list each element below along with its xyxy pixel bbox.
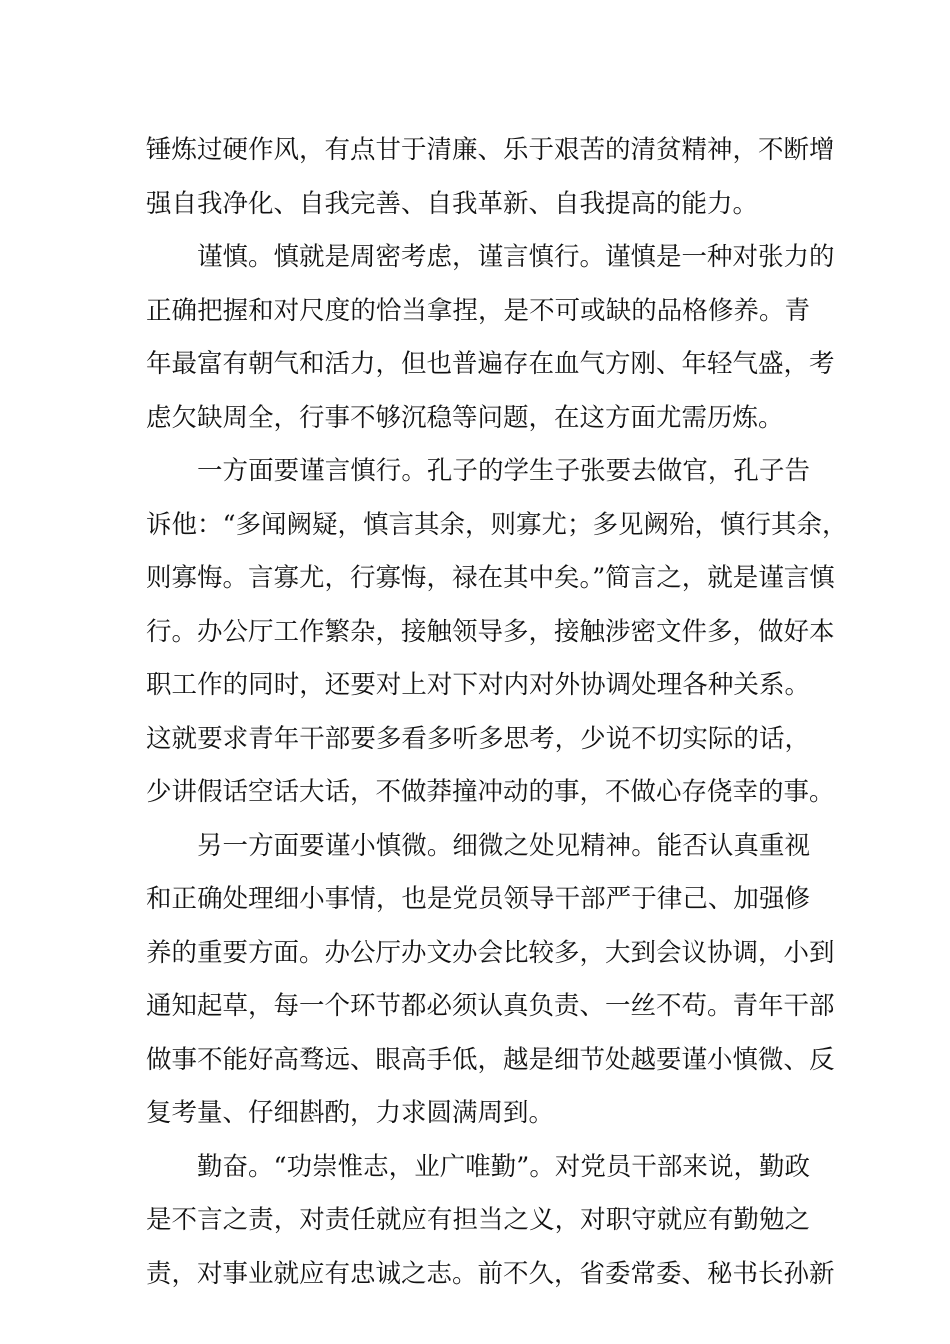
text-line: 职工作的同时，还要对上对下对内对外协调处理各种关系。 (146, 670, 810, 700)
text-line: 则寡悔。言寡尤，行寡悔，禄在其中矣。”简言之，就是谨言慎 (146, 563, 835, 593)
paragraph-start-line: 勤奋。“功崇惟志，业广唯勤”。对党员干部来说，勤政 (197, 1151, 810, 1182)
text-line: 行。办公厅工作繁杂，接触领导多，接触涉密文件多，做好本 (146, 616, 835, 647)
body-text (146, 124, 848, 1301)
text-line: 正确把握和对尺度的恰当拿捏，是不可或缺的品格修养。青 (146, 295, 810, 326)
text-line: 少讲假话空话大话，不做莽撞冲动的事，不做心存侥幸的事。 (146, 777, 835, 807)
text-line: 和正确处理细小事情，也是党员领导干部严于律己、加强修 (146, 884, 810, 914)
text-line: 虑欠缺周全，行事不够沉稳等问题，在这方面尤需历炼。 (146, 402, 784, 433)
text-line: 养的重要方面。办公厅办文办会比较多，大到会议协调，小到 (146, 937, 835, 968)
text-line: 做事不能好高骛远、眼高手低，越是细节处越要谨小慎微、反 (146, 1044, 835, 1075)
paragraph-start-line: 另一方面要谨小慎微。细微之处见精神。能否认真重视 (197, 830, 810, 861)
text-line: 通知起草，每一个环节都必须认真负责、一丝不苟。青年干部 (146, 991, 835, 1021)
text-line: 锤炼过硬作风，有点甘于清廉、乐于艰苦的清贫精神，不断增 (146, 135, 835, 165)
text-line: 诉他：“多闻阙疑，慎言其余，则寡尤；多见阙殆，慎行其余， (146, 509, 848, 540)
text-line: 强自我净化、自我完善、自我革新、自我提高的能力。 (146, 188, 759, 219)
text-line: 复考量、仔细斟酌，力求圆满周到。 (146, 1098, 555, 1128)
text-line: 是不言之责，对责任就应有担当之义，对职守就应有勤勉之 (146, 1205, 810, 1235)
text-line: 年最富有朝气和活力，但也普遍存在血气方刚、年轻气盛，考 (146, 349, 835, 379)
paragraph-start-line: 谨慎。慎就是周密考虑，谨言慎行。谨慎是一种对张力的 (197, 242, 835, 272)
text-line: 责，对事业就应有忠诚之志。前不久，省委常委、秘书长孙新 (146, 1258, 835, 1289)
paragraph-start-line: 一方面要谨言慎行。孔子的学生子张要去做官，孔子告 (197, 456, 810, 486)
text-line: 这就要求青年干部要多看多听多思考，少说不切实际的话， (146, 723, 810, 754)
